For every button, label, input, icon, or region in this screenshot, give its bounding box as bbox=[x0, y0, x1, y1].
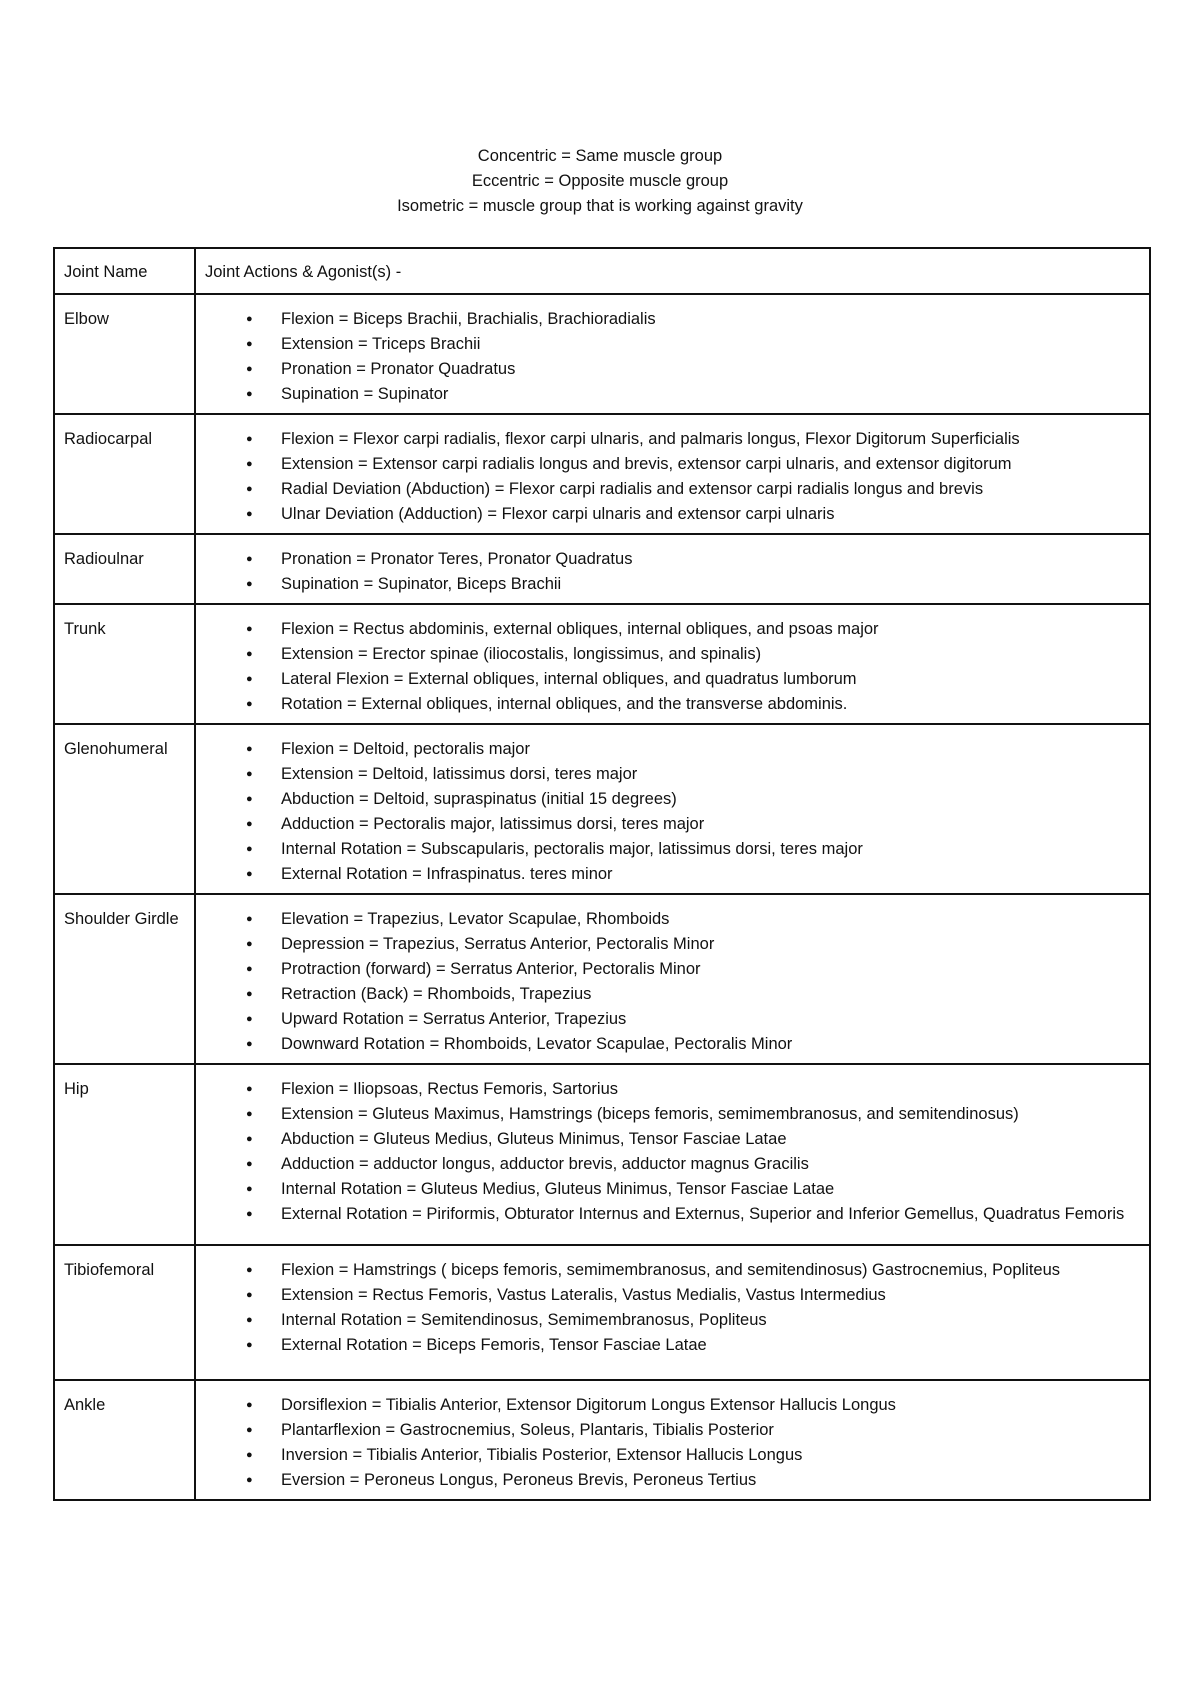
joint-actions-cell bbox=[195, 294, 1150, 414]
joint-name-cell bbox=[54, 294, 195, 414]
table-header-row bbox=[54, 248, 1150, 294]
action-list-item: ● Extension = Triceps Brachii bbox=[196, 332, 1141, 357]
joint-name-cell bbox=[54, 1245, 195, 1380]
action-list bbox=[196, 295, 1149, 413]
table-row bbox=[54, 1245, 1150, 1380]
action-list-item: ● Retraction (Back) = Rhomboids, Trapezius bbox=[196, 982, 1141, 1007]
joint-name: Ankle bbox=[64, 1396, 106, 1414]
joint-actions-table bbox=[53, 247, 1151, 1501]
action-list-item: ● Lateral Flexion = External obliques, internal obliques, and quadratus lumborum bbox=[196, 667, 1141, 692]
column-header-joint-actions: Joint Actions & Agonist(s) - bbox=[195, 248, 1150, 294]
action-list-item: ● Extension = Rectus Femoris, Vastus Lateralis, Vastus Medialis, Vastus Intermedius bbox=[196, 1283, 1141, 1308]
action-list-item: ● Abduction = Gluteus Medius, Gluteus Minimus, Tensor Fasciae Latae bbox=[196, 1127, 1141, 1152]
joint-name: Radiocarpal bbox=[64, 430, 153, 448]
action-list-item: ● Upward Rotation = Serratus Anterior, Trapezius bbox=[196, 1007, 1141, 1032]
action-list-item: ● Flexion = Deltoid, pectoralis major bbox=[196, 737, 1141, 762]
action-list-item: ● Extension = Extensor carpi radialis longus and brevis, extensor carpi ulnaris, and extensor digitorum bbox=[196, 452, 1141, 477]
joint-name: Elbow bbox=[64, 310, 109, 328]
action-list-item: ● Internal Rotation = Gluteus Medius, Gluteus Minimus, Tensor Fasciae Latae bbox=[196, 1177, 1141, 1202]
table-row bbox=[54, 894, 1150, 1064]
action-list-item: ● Supination = Supinator, Biceps Brachii bbox=[196, 572, 1141, 597]
action-list bbox=[196, 1381, 1149, 1499]
action-list-item: ● Flexion = Flexor carpi radialis, flexor carpi ulnaris, and palmaris longus, Flexor Digitorum Superficialis bbox=[196, 427, 1141, 452]
action-list-item: ● Ulnar Deviation (Adduction) = Flexor carpi ulnaris and extensor carpi ulnaris bbox=[196, 502, 1141, 527]
joint-actions-cell bbox=[195, 1380, 1150, 1500]
definition-isometric: Isometric = muscle group that is working against gravity bbox=[397, 197, 803, 215]
action-list-item: ● Inversion = Tibialis Anterior, Tibialis Posterior, Extensor Hallucis Longus bbox=[196, 1443, 1141, 1468]
action-list bbox=[196, 1246, 1149, 1364]
action-list-item: ● Dorsiflexion = Tibialis Anterior, Extensor Digitorum Longus Extensor Hallucis Longus bbox=[196, 1393, 1141, 1418]
action-list-item: ● Extension = Gluteus Maximus, Hamstrings (biceps femoris, semimembranosus, and semitendinosus) bbox=[196, 1102, 1141, 1127]
joint-name: Radioulnar bbox=[64, 550, 144, 568]
joint-name-cell bbox=[54, 1064, 195, 1245]
joint-name-cell bbox=[54, 1380, 195, 1500]
action-list bbox=[196, 1065, 1149, 1233]
joint-name: Glenohumeral bbox=[64, 740, 168, 758]
action-list-item: ● Radial Deviation (Abduction) = Flexor carpi radialis and extensor carpi radialis longus and brevis bbox=[196, 477, 1141, 502]
joint-actions-cell bbox=[195, 1245, 1150, 1380]
joint-name-cell bbox=[54, 724, 195, 894]
joint-name-cell bbox=[54, 534, 195, 604]
action-list bbox=[196, 725, 1149, 893]
action-list-item: ● Elevation = Trapezius, Levator Scapulae, Rhomboids bbox=[196, 907, 1141, 932]
action-list-item: ● Abduction = Deltoid, supraspinatus (initial 15 degrees) bbox=[196, 787, 1141, 812]
table-row bbox=[54, 414, 1150, 534]
table-row bbox=[54, 724, 1150, 894]
action-list-item: ● Eversion = Peroneus Longus, Peroneus Brevis, Peroneus Tertius bbox=[196, 1468, 1141, 1493]
action-list-item: ● Flexion = Rectus abdominis, external obliques, internal obliques, and psoas major bbox=[196, 617, 1141, 642]
action-list-item: ● Flexion = Hamstrings ( biceps femoris, semimembranosus, and semitendinosus) Gastrocnemius, Popliteus bbox=[196, 1258, 1141, 1283]
joint-name-cell bbox=[54, 604, 195, 724]
table-row bbox=[54, 1064, 1150, 1245]
action-list-item: ● Internal Rotation = Semitendinosus, Semimembranosus, Popliteus bbox=[196, 1308, 1141, 1333]
action-list-item: ● Supination = Supinator bbox=[196, 382, 1141, 407]
definition-concentric: Concentric = Same muscle group bbox=[477, 147, 723, 165]
action-list-item: ● Pronation = Pronator Teres, Pronator Quadratus bbox=[196, 547, 1141, 572]
joint-name-cell bbox=[54, 894, 195, 1064]
action-list bbox=[196, 605, 1149, 723]
joint-actions-cell bbox=[195, 604, 1150, 724]
column-header-joint-name: Joint Name bbox=[54, 248, 195, 294]
action-list-item: ● External Rotation = Piriformis, Obturator Internus and Externus, Superior and Inferior Gemellus, Quadratus Femoris bbox=[196, 1202, 1141, 1227]
joint-actions-cell bbox=[195, 414, 1150, 534]
action-list-item: ● Pronation = Pronator Quadratus bbox=[196, 357, 1141, 382]
joint-name: Hip bbox=[64, 1080, 89, 1098]
action-list-item: ● Extension = Deltoid, latissimus dorsi, teres major bbox=[196, 762, 1141, 787]
action-list bbox=[196, 415, 1149, 533]
contraction-definitions bbox=[0, 144, 1200, 219]
table-row bbox=[54, 1380, 1150, 1500]
table-row bbox=[54, 534, 1150, 604]
action-list-item: ● Flexion = Iliopsoas, Rectus Femoris, Sartorius bbox=[196, 1077, 1141, 1102]
action-list-item: ● Adduction = Pectoralis major, latissimus dorsi, teres major bbox=[196, 812, 1141, 837]
joint-actions-cell bbox=[195, 894, 1150, 1064]
action-list-item: ● Extension = Erector spinae (iliocostalis, longissimus, and spinalis) bbox=[196, 642, 1141, 667]
joint-name: Shoulder Girdle bbox=[64, 910, 179, 928]
action-list-item: ● Depression = Trapezius, Serratus Anterior, Pectoralis Minor bbox=[196, 932, 1141, 957]
action-list-item: ● Flexion = Biceps Brachii, Brachialis, Brachioradialis bbox=[196, 307, 1141, 332]
joint-name-cell bbox=[54, 414, 195, 534]
joint-name: Tibiofemoral bbox=[64, 1261, 155, 1279]
action-list-item: ● Rotation = External obliques, internal obliques, and the transverse abdominis. bbox=[196, 692, 1141, 717]
action-list-item: ● Downward Rotation = Rhomboids, Levator Scapulae, Pectoralis Minor bbox=[196, 1032, 1141, 1057]
joint-actions-cell bbox=[195, 724, 1150, 894]
action-list-item: ● Adduction = adductor longus, adductor brevis, adductor magnus Gracilis bbox=[196, 1152, 1141, 1177]
joint-actions-cell bbox=[195, 1064, 1150, 1245]
definition-eccentric: Eccentric = Opposite muscle group bbox=[471, 172, 729, 190]
joint-actions-cell bbox=[195, 534, 1150, 604]
table-row bbox=[54, 604, 1150, 724]
action-list-item: ● Plantarflexion = Gastrocnemius, Soleus, Plantaris, Tibialis Posterior bbox=[196, 1418, 1141, 1443]
action-list-item: ● Internal Rotation = Subscapularis, pectoralis major, latissimus dorsi, teres major bbox=[196, 837, 1141, 862]
action-list-item: ● Protraction (forward) = Serratus Anterior, Pectoralis Minor bbox=[196, 957, 1141, 982]
action-list bbox=[196, 895, 1149, 1063]
joint-name: Trunk bbox=[64, 620, 106, 638]
action-list-item: ● External Rotation = Biceps Femoris, Tensor Fasciae Latae bbox=[196, 1333, 1141, 1358]
table-row bbox=[54, 294, 1150, 414]
action-list bbox=[196, 535, 1149, 603]
action-list-item: ● External Rotation = Infraspinatus. teres minor bbox=[196, 862, 1141, 887]
